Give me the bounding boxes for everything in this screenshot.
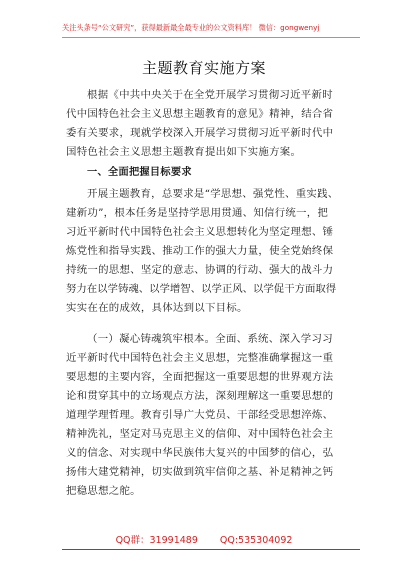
body-line-14: 近平新时代中国特色社会主义思想，完整准确掌握这一重 — [66, 352, 334, 364]
body-line-3: 委有关要求，现就学校深入开展学习贯彻习近平新时代中 — [66, 127, 334, 139]
footer-qq-number: QQ:535304092 — [219, 535, 293, 546]
footer-divider — [62, 549, 360, 550]
body-line-7: 建新功”，根本任务是坚持学思用贯通、知信行统一，把 — [66, 207, 329, 219]
header-divider — [62, 37, 360, 38]
body-line-1: 根据《中共中央关于在全党开展学习贯彻习近平新时 — [87, 89, 333, 101]
header-banner: 关注头条号“公文研究”，获得最新最全最专业的公文资料库！ 微信：gongwenyj — [62, 23, 320, 32]
body-line-16: 论和贯穿其中的立场观点方法，深刻理解这一重要思想的 — [66, 390, 334, 402]
body-line-21: 把稳思想之舵。 — [66, 485, 141, 497]
body-line-13: （一）凝心铸魂筑牢根本。全面、系统、深入学习习 — [87, 333, 333, 345]
body-line-18: 精神洗礼，坚定对马克思主义的信仰、对中国特色社会主 — [66, 428, 334, 440]
body-line-20: 扬伟大建党精神，切实做到筑牢信仰之基、补足精神之钙 — [66, 466, 334, 478]
body-line-9: 炼党性和指导实践、推动工作的强大力量，使全党始终保 — [66, 245, 334, 257]
body-line-19: 义的信念、对实现中华民族伟大复兴的中国梦的信心，弘 — [66, 447, 334, 459]
body-line-11: 努力在以学铸魂、以学增智、以学正风、以学促干方面取得 — [66, 283, 337, 295]
body-line-17: 道理学理哲理。教育引导广大党员、干部经受思想淬炼、 — [66, 409, 334, 421]
body-line-4: 国特色社会主义思想主题教育提出如下实施方案。 — [66, 146, 302, 158]
document-title: 主题教育实施方案 — [141, 59, 266, 77]
body-line-2: 代中国特色社会主义思想主题教育的意见》精神，结合省 — [66, 108, 334, 120]
footer-contact — [0, 534, 408, 548]
section-heading: 一、全面把握目标要求 — [87, 167, 192, 178]
body-line-8: 习近平新时代中国特色社会主义思想转化为坚定理想、锤 — [66, 226, 334, 238]
footer-qq-group: QQ群：31991489 — [115, 535, 198, 546]
body-line-15: 要思想的主要内容，全面把握这一重要思想的世界观方法 — [66, 371, 334, 383]
body-line-10: 持统一的思想、坚定的意志、协调的行动、强大的战斗力 — [66, 264, 334, 276]
body-line-6: 开展主题教育，总要求是“学思想、强党性、重实践、 — [87, 188, 339, 200]
body-line-12: 实实在在的成效，具体达到以下目标。 — [66, 302, 248, 314]
